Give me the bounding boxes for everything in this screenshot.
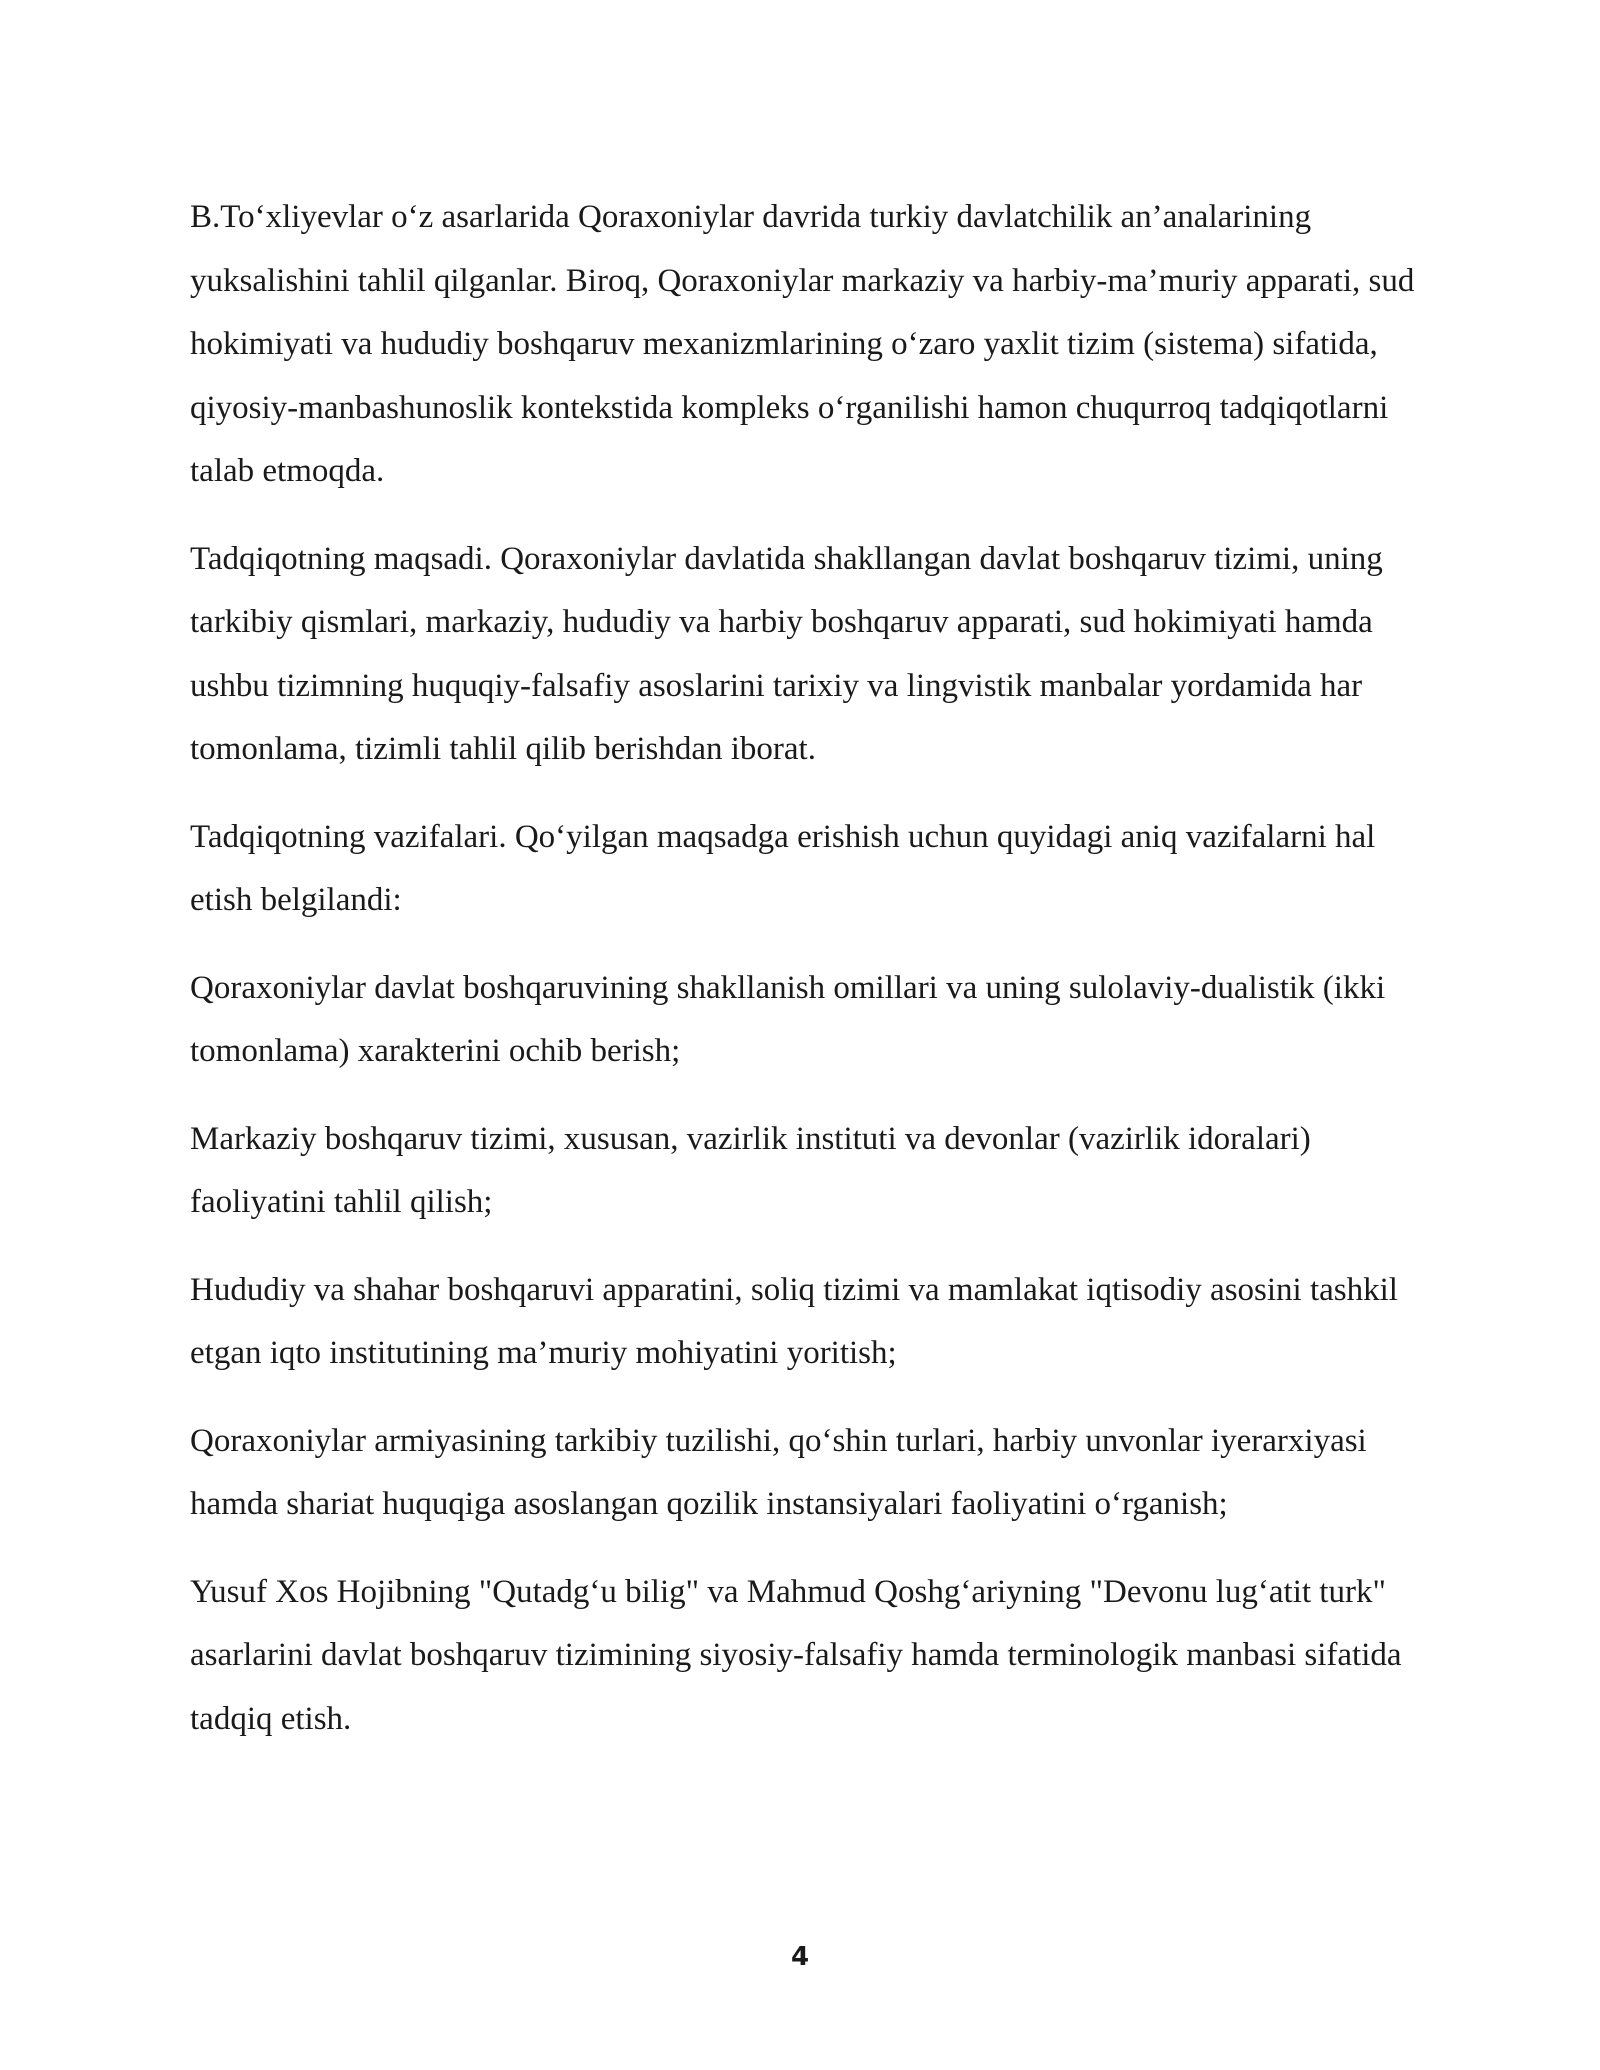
page-body — [190, 186, 1430, 1775]
task-item-4: Qoraxoniylar armiyasining tarkibiy tuzilishi, qo‘shin turlari, harbiy unvonlar iyerarxiyasi hamda shariat huquqiga asoslangan qozilik instansiyalari faoliyatini o‘rganish; — [190, 1422, 1367, 1522]
task-item-5: Yusuf Xos Hojibning "Qutadg‘u bilig" va Mahmud Qoshg‘ariyning "Devonu lug‘atit turk" asarlarini davlat boshqaruv tizimining siyosiy-falsafiy hamda terminologik manbasi sifatida tadqiq etish. — [190, 1573, 1402, 1737]
page-number: 4 — [790, 1942, 810, 1972]
paragraph-research-tasks: Tadqiqotning vazifalari. Qo‘yilgan maqsadga erishish uchun quyidagi aniq vazifalarni hal etish belgilandi: — [190, 818, 1376, 918]
paragraph-literature-review: B.To‘xliyevlar o‘z asarlarida Qoraxoniylar davrida turkiy davlatchilik an’analarining yuksalishini tahlil qilganlar. Biroq, Qoraxoniylar markaziy va harbiy-ma’muriy apparati, sud hokimiyati va hududiy boshqaruv mexanizmlarining o‘zaro yaxlit tizim (sistema) sifatida, qiyosiy-manbashunoslik kontekstida kompleks o‘rganilishi hamon chuqurroq tadqiqotlarni talab etmoqda. — [190, 199, 1415, 489]
task-item-1: Qoraxoniylar davlat boshqaruvining shakllanish omillari va uning sulolaviy-dualistik (ikki tomonlama) xarakterini ochib berish; — [190, 969, 1386, 1069]
paragraph-research-goal: Tadqiqotning maqsadi. Qoraxoniylar davlatida shakllangan davlat boshqaruv tizimi, uning tarkibiy qismlari, markaziy, hududiy va harbiy boshqaruv apparati, sud hokimiyati hamda ushbu tizimning huquqiy-falsafiy asoslarini tarixiy va lingvistik manbalar yordamida har tomonlama, tizimli tahlil qilib berishdan iborat. — [190, 540, 1383, 767]
task-item-3: Hududiy va shahar boshqaruvi apparatini, soliq tizimi va mamlakat iqtisodiy asosini tashkil etgan iqto institutining ma’muriy mohiyatini yoritish; — [190, 1271, 1398, 1371]
task-item-2: Markaziy boshqaruv tizimi, xususan, vazirlik instituti va devonlar (vazirlik idoralari) faoliyatini tahlil qilish; — [190, 1120, 1311, 1220]
